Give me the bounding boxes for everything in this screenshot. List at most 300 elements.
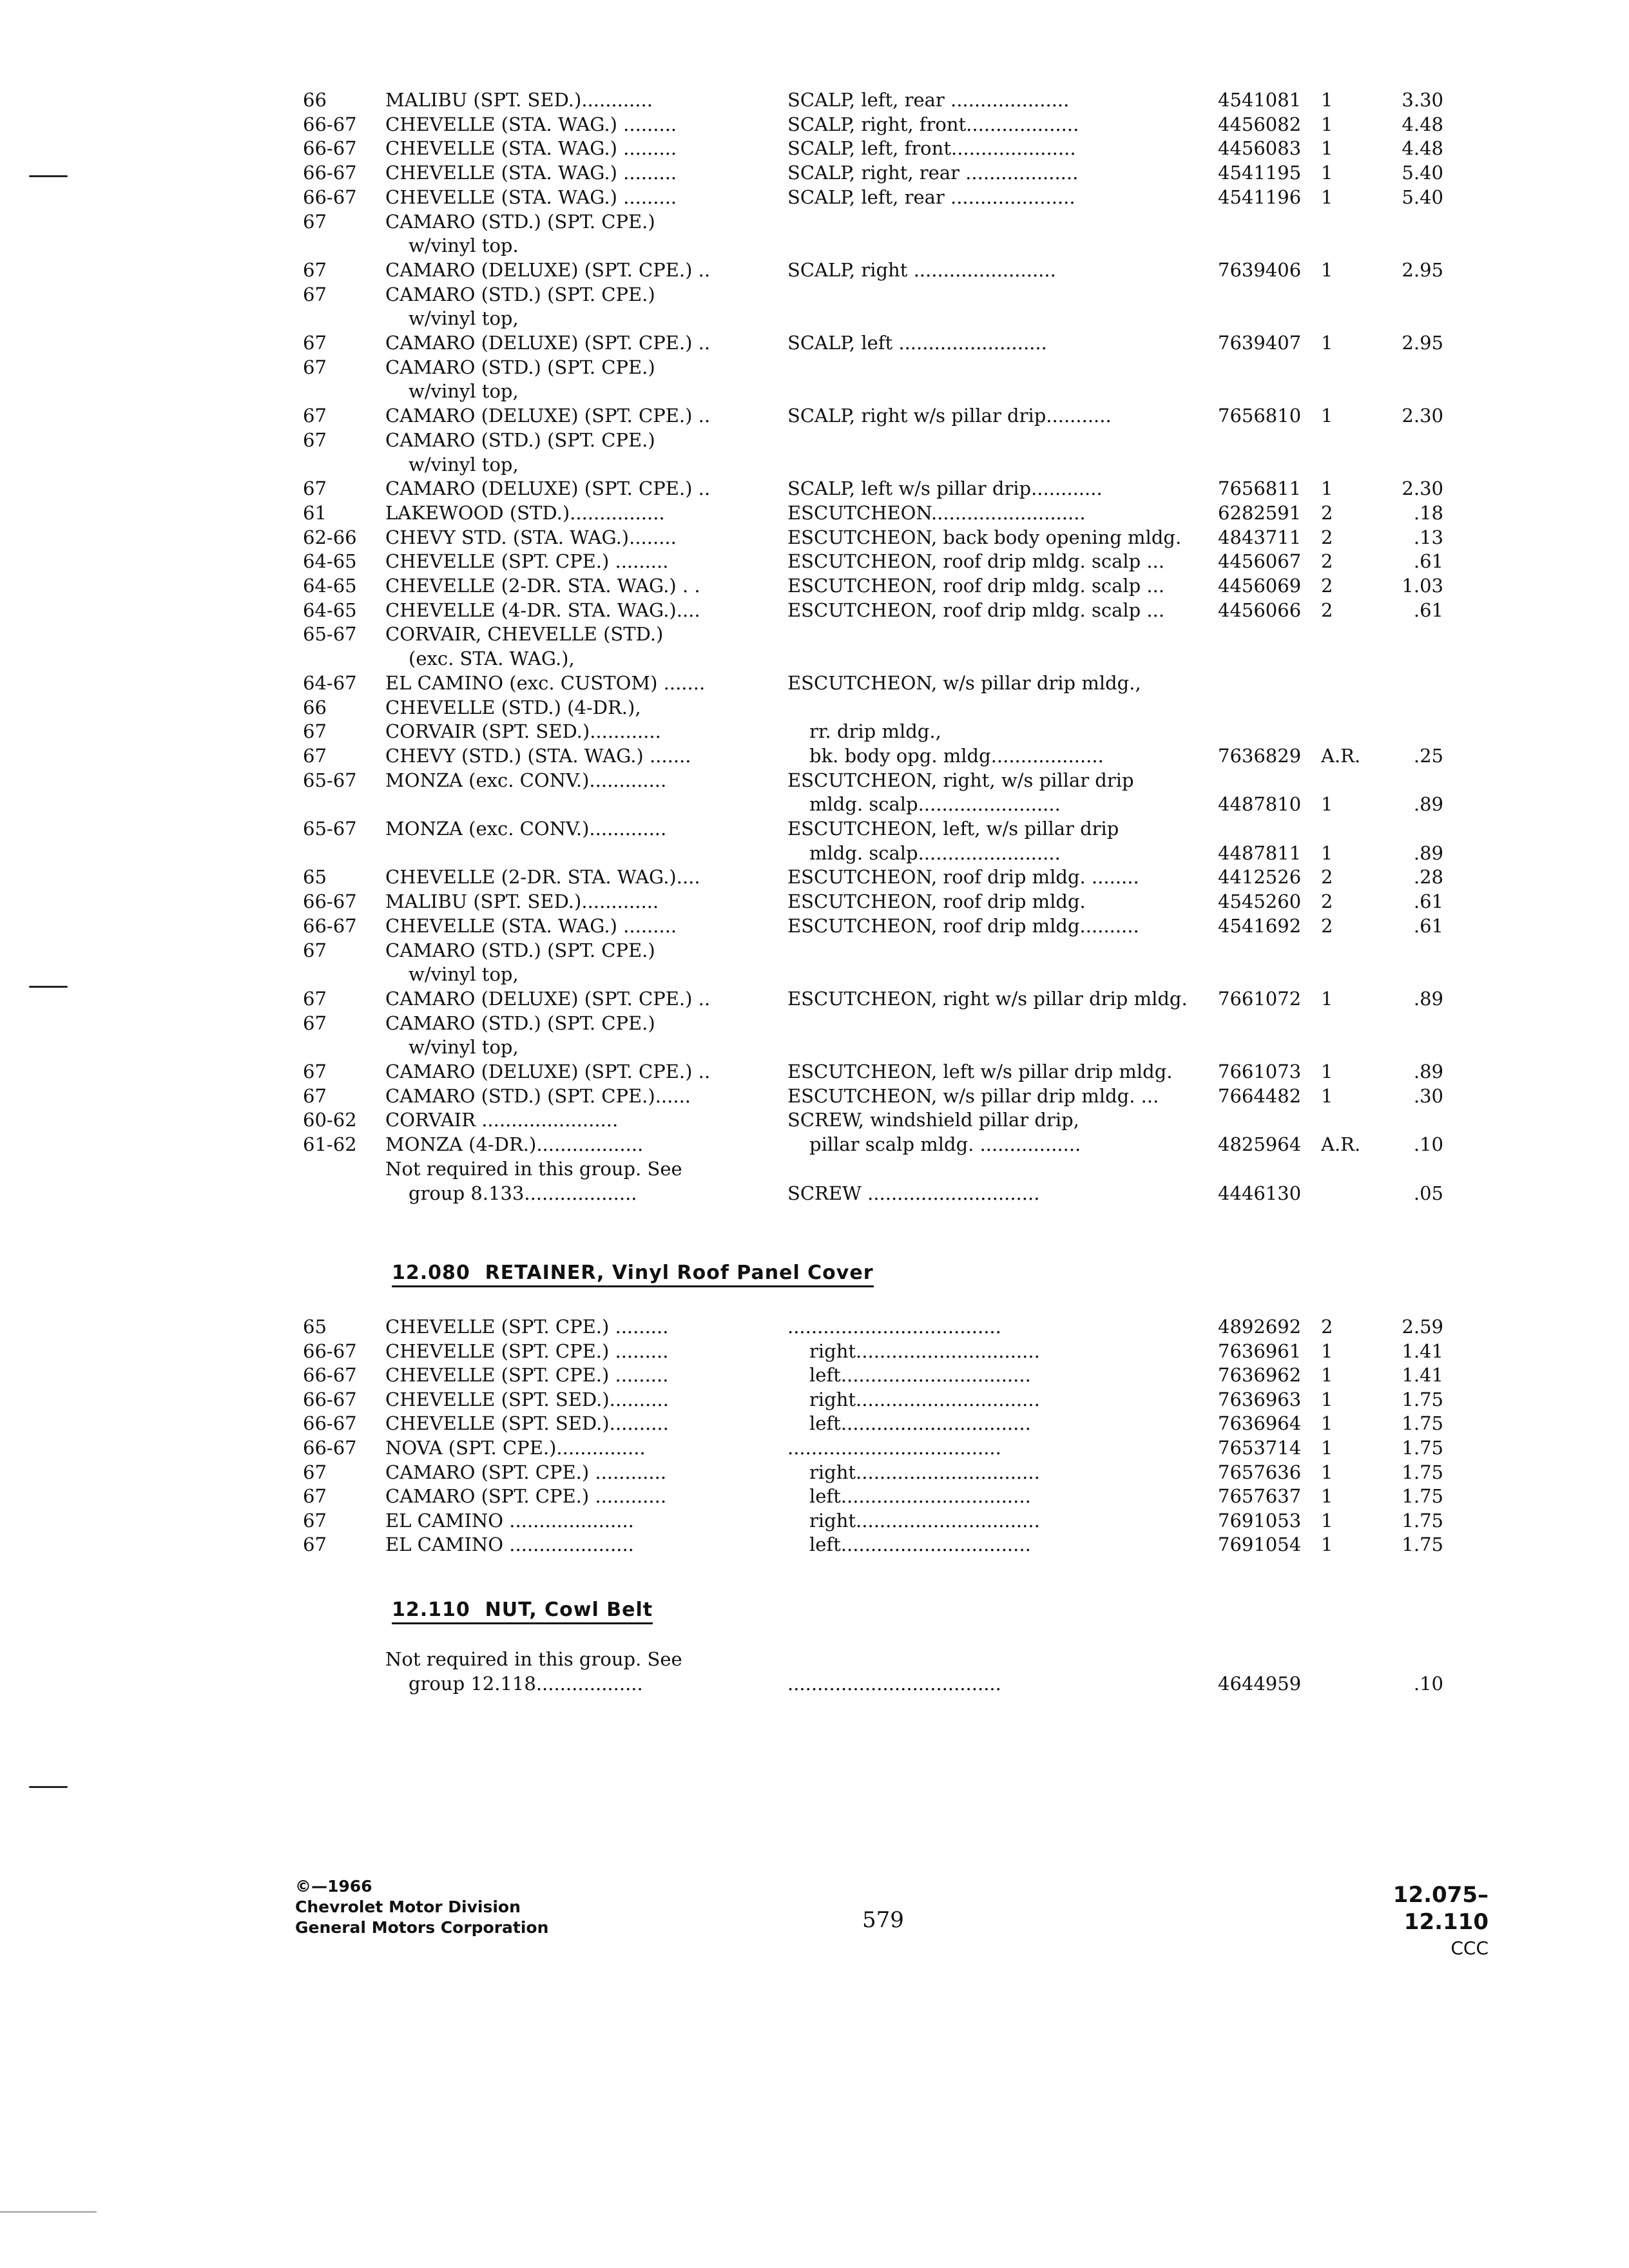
quantity: 1 [1321,1388,1333,1410]
price: 2.95 [1402,258,1443,281]
table-row [0,1436,1629,1461]
section-number: 12.080 [392,1262,470,1284]
model-name: CAMARO (DELUXE) (SPT. CPE.) .. [385,258,711,281]
part-description: ESCUTCHEON, right, w/s pillar drip [787,769,1134,791]
model-year: 67 [303,477,327,500]
quantity: 1 [1321,113,1333,135]
table-row [0,768,1629,794]
part-number: 7639406 [1218,258,1302,281]
model-year: 64-67 [303,671,357,694]
publisher-block [295,1876,548,1938]
quantity: 2 [1321,914,1333,937]
table-row [0,379,1629,405]
model-name: CHEVELLE (SPT. CPE.) ......... [385,1364,669,1387]
model-name: CHEVELLE (SPT. SED.).......... [385,1412,669,1435]
part-description: ESCUTCHEON, roof drip mldg.......... [787,914,1139,937]
model-year: 67 [303,283,327,305]
table-row [0,622,1629,648]
quantity: 1 [1321,841,1333,864]
model-name: CHEVELLE (STA. WAG.) ......... [385,162,677,184]
model-year: 65-67 [303,623,357,646]
price: 1.75 [1402,1412,1443,1435]
part-description: left................................ [809,1485,1031,1508]
model-year: 67 [303,405,327,427]
model-year: 65 [303,1316,327,1338]
model-year: 67 [303,356,327,378]
part-number: 7636963 [1218,1388,1302,1410]
section-heading-retainer [392,1262,874,1284]
model-name: CHEVY STD. (STA. WAG.)........ [385,526,677,548]
model-year: 67 [303,210,327,233]
table-row [0,865,1629,890]
part-number: 4456069 [1218,575,1302,597]
part-description: ESCUTCHEON, roof drip mldg. [787,890,1086,913]
quantity: 2 [1321,526,1333,548]
table-row [0,1011,1629,1037]
model-name: (exc. STA. WAG.), [409,648,575,670]
table-row [0,306,1629,332]
part-number: 4456066 [1218,599,1302,621]
price: .10 [1413,1672,1443,1695]
table-row [0,695,1629,721]
model-year: 65-67 [303,818,357,840]
model-name: CHEVELLE (STA. WAG.) ......... [385,914,677,937]
model-name: CORVAIR (SPT. SED.)............ [385,720,661,743]
model-year: 67 [303,720,327,743]
table-row [0,258,1629,284]
table-row [0,1484,1629,1510]
model-year: 66 [303,89,327,111]
part-description: mldg. scalp........................ [809,841,1061,864]
price: 1.03 [1402,575,1443,597]
model-year: 67 [303,939,327,961]
part-description: SCREW, windshield pillar drip, [787,1109,1079,1131]
quantity: 1 [1321,1509,1333,1532]
part-description: ESCUTCHEON, roof drip mldg. ........ [787,866,1139,889]
model-year: 67 [303,428,327,451]
quantity: 1 [1321,405,1333,427]
model-name: CAMARO (STD.) (SPT. CPE.) [385,356,655,378]
price: 1.41 [1402,1364,1443,1387]
model-name: w/vinyl top, [409,307,519,330]
price: .61 [1413,890,1443,913]
quantity: 1 [1321,1340,1333,1362]
part-description: SCALP, right, rear ................... [787,162,1079,184]
model-name: NOVA (SPT. CPE.)............... [385,1437,646,1459]
table-row [0,233,1629,259]
table-row [0,573,1629,599]
page-number: 579 [862,1907,904,1933]
table-row [0,1059,1629,1085]
price: .13 [1413,526,1443,548]
model-year: 62-66 [303,526,357,548]
model-name: MALIBU (SPT. SED.)............ [385,89,653,111]
quantity: A.R. [1321,744,1361,767]
model-year: 65-67 [303,769,357,791]
part-description: ESCUTCHEON, back body opening mldg. [787,526,1182,548]
price: .18 [1413,501,1443,524]
table-row [0,501,1629,526]
part-number: 7653714 [1218,1437,1302,1459]
part-number: 4487810 [1218,793,1302,816]
price: .61 [1413,599,1443,621]
model-name: CHEVELLE (STA. WAG.) ......... [385,137,677,160]
model-name: EL CAMINO (exc. CUSTOM) ....... [385,671,706,694]
table-row [0,962,1629,988]
table-row [0,841,1629,867]
model-name: MALIBU (SPT. SED.)............. [385,890,659,913]
part-description: .................................... [787,1437,1001,1459]
part-number: 7656810 [1218,405,1302,427]
price: 1.75 [1402,1461,1443,1483]
part-description: ESCUTCHEON, right w/s pillar drip mldg. [787,987,1188,1010]
model-year: 67 [303,258,327,281]
model-name: MONZA (exc. CONV.)............. [385,769,667,791]
quantity: 1 [1321,1485,1333,1508]
part-description: right............................... [809,1340,1040,1362]
model-name: group 12.118.................. [409,1672,643,1695]
part-number: 4545260 [1218,890,1302,913]
table-row [0,525,1629,551]
model-name: CHEVELLE (SPT. CPE.) ......... [385,1316,669,1338]
model-year: 66-67 [303,137,357,160]
table-row [0,598,1629,624]
model-name: CAMARO (DELUXE) (SPT. CPE.) .. [385,332,711,354]
part-description: SCALP, right ........................ [787,258,1056,281]
part-number: 4487811 [1218,841,1302,864]
table-row [0,403,1629,429]
model-year: 65 [303,866,327,889]
quantity: 1 [1321,987,1333,1010]
quantity: 1 [1321,1533,1333,1556]
price: 1.75 [1402,1533,1443,1556]
quantity: 1 [1321,137,1333,160]
part-description: ESCUTCHEON, left w/s pillar drip mldg. [787,1061,1173,1082]
model-name: CAMARO (SPT. CPE.) ............ [385,1461,667,1483]
table-row [0,160,1629,186]
part-description: .................................... [787,1316,1001,1338]
table-row [0,1647,1629,1673]
table-row [0,112,1629,138]
part-description: SCALP, right w/s pillar drip........... [787,405,1112,427]
model-year: 60-62 [303,1109,357,1131]
price: 1.75 [1402,1509,1443,1532]
table-row [0,136,1629,162]
part-description: ESCUTCHEON, roof drip mldg. scalp ... [787,599,1165,621]
price: 5.40 [1402,186,1443,208]
part-description: SCALP, left ......................... [787,332,1047,354]
quantity: A.R. [1321,1133,1361,1156]
table-row [0,209,1629,235]
quantity: 2 [1321,890,1333,913]
model-year: 67 [303,1485,327,1508]
part-description: left................................ [809,1364,1031,1387]
quantity: 1 [1321,162,1333,184]
part-description: rr. drip mldg., [809,720,941,743]
model-name: CORVAIR ....................... [385,1109,619,1131]
binder-mark [29,986,68,988]
part-number: 7636962 [1218,1364,1302,1387]
model-name: w/vinyl top, [409,380,519,403]
part-description: SCALP, left, rear ..................... [787,186,1075,208]
model-name: CHEVELLE (STA. WAG.) ......... [385,186,677,208]
section-heading-nut [392,1599,653,1621]
part-description: right............................... [809,1509,1040,1532]
part-description: SCREW ............................. [787,1182,1040,1204]
model-year: 67 [303,1509,327,1532]
section-title: RETAINER, Vinyl Roof Panel Cover [485,1262,874,1284]
part-number: 7661072 [1218,987,1302,1010]
model-name: CAMARO (DELUXE) (SPT. CPE.) .. [385,405,711,427]
quantity: 2 [1321,550,1333,573]
table-row [0,1508,1629,1534]
model-year: 66-67 [303,113,357,135]
model-name: CAMARO (STD.) (SPT. CPE.) [385,1012,655,1034]
part-description: mldg. scalp........................ [809,793,1061,816]
quantity: 1 [1321,1061,1333,1082]
model-name: CAMARO (STD.) (SPT. CPE.) [385,283,655,305]
price: .10 [1413,1133,1443,1156]
part-number: 4456083 [1218,137,1302,160]
table-row [0,1387,1629,1413]
part-description: ESCUTCHEON, roof drip mldg. scalp ... [787,550,1165,573]
model-name: CORVAIR, CHEVELLE (STD.) [385,623,664,646]
model-year: 66-67 [303,1340,357,1362]
model-name: w/vinyl top. [409,235,519,257]
table-row [0,1363,1629,1389]
part-number: 4892692 [1218,1316,1302,1338]
part-description: SCALP, left, rear .................... [787,89,1070,111]
model-name: CHEVELLE (STD.) (4-DR.), [385,696,641,718]
model-name: CHEVELLE (2-DR. STA. WAG.) . . [385,575,700,597]
part-description: right............................... [809,1461,1040,1483]
part-description: .................................... [787,1672,1001,1695]
part-number: 4541692 [1218,914,1302,937]
model-name: CHEVY (STD.) (STA. WAG.) ....... [385,744,691,767]
price: .61 [1413,550,1443,573]
model-name: CAMARO (DELUXE) (SPT. CPE.) .. [385,477,711,500]
table-row [0,1411,1629,1437]
part-number: 4825964 [1218,1133,1302,1156]
model-year: 67 [303,1061,327,1082]
copyright: ©—1966 [295,1877,372,1896]
price: 1.75 [1402,1437,1443,1459]
table-row [0,185,1629,211]
part-number: 4843711 [1218,526,1302,548]
model-year: 66 [303,696,327,718]
table-row [0,1339,1629,1365]
price: 2.59 [1402,1316,1443,1338]
price: 5.40 [1402,162,1443,184]
table-row [0,1314,1629,1340]
table-row [0,646,1629,672]
model-name: CHEVELLE (2-DR. STA. WAG.).... [385,866,700,889]
table-row [0,476,1629,502]
quantity: 1 [1321,258,1333,281]
part-number: 4412526 [1218,866,1302,889]
quantity: 2 [1321,501,1333,524]
model-year: 61-62 [303,1133,357,1156]
quantity: 1 [1321,793,1333,816]
model-year: 67 [303,332,327,354]
model-name: w/vinyl top, [409,453,519,476]
model-name: w/vinyl top, [409,1036,519,1059]
table-row [0,1132,1629,1158]
model-year: 67 [303,987,327,1010]
model-name: CAMARO (SPT. CPE.) ............ [385,1485,667,1508]
model-name: w/vinyl top, [409,963,519,986]
table-row [0,1084,1629,1110]
model-year: 66-67 [303,1437,357,1459]
part-number: 6282591 [1218,501,1302,524]
part-number: 7636961 [1218,1340,1302,1362]
model-name: EL CAMINO ..................... [385,1509,634,1532]
quantity: 1 [1321,1437,1333,1459]
part-number: 4446130 [1218,1182,1302,1204]
quantity: 1 [1321,1461,1333,1483]
model-year: 66-67 [303,1388,357,1410]
table-row [0,1671,1629,1697]
model-name: Not required in this group. See [385,1157,682,1180]
model-year: 66-67 [303,186,357,208]
binder-mark [29,175,68,177]
price: .28 [1413,866,1443,889]
price: .89 [1413,793,1443,816]
model-name: CHEVELLE (STA. WAG.) ......... [385,113,677,135]
table-row [0,1035,1629,1061]
table-row [0,986,1629,1012]
scan-mark [0,2211,97,2213]
table-row [0,428,1629,454]
table-row [0,914,1629,939]
table-row [0,744,1629,769]
quantity: 1 [1321,89,1333,111]
model-year: 66-67 [303,914,357,937]
model-year: 66-67 [303,1412,357,1435]
quantity: 1 [1321,477,1333,500]
price: 1.41 [1402,1340,1443,1362]
price: .89 [1413,841,1443,864]
table-row [0,1181,1629,1207]
price: 4.48 [1402,113,1443,135]
price: 4.48 [1402,137,1443,160]
quantity: 1 [1321,1084,1333,1107]
part-number: 7691053 [1218,1509,1302,1532]
table-row [0,719,1629,745]
part-description: SCALP, left w/s pillar drip............ [787,477,1103,500]
price: .89 [1413,987,1443,1010]
part-number: 7657636 [1218,1461,1302,1483]
catalog-code: CCC [1451,1937,1489,1959]
table-row [0,452,1629,478]
part-number: 7661073 [1218,1061,1302,1082]
part-number: 7656811 [1218,477,1302,500]
part-description: ESCUTCHEON, left, w/s pillar drip [787,818,1119,840]
part-description: SCALP, right, front................... [787,113,1079,135]
price: .30 [1413,1084,1443,1107]
division-name: Chevrolet Motor Division [295,1898,521,1916]
table-row [0,1532,1629,1558]
model-name: CHEVELLE (SPT. SED.).......... [385,1388,669,1410]
quantity: 1 [1321,332,1333,354]
price: 2.95 [1402,332,1443,354]
model-name: CHEVELLE (4-DR. STA. WAG.).... [385,599,700,621]
model-name: group 8.133................... [409,1182,637,1204]
part-description: ESCUTCHEON, w/s pillar drip mldg., [787,671,1141,694]
model-year: 67 [303,1461,327,1483]
part-description: ESCUTCHEON, roof drip mldg. scalp ... [787,575,1165,597]
part-description: left................................ [809,1533,1031,1556]
part-number: 7639407 [1218,332,1302,354]
part-number: 4644959 [1218,1672,1302,1695]
table-row [0,549,1629,575]
quantity: 2 [1321,866,1333,889]
part-number: 4456067 [1218,550,1302,573]
part-number: 7636829 [1218,744,1302,767]
table-row [0,88,1629,113]
model-name: CAMARO (STD.) (SPT. CPE.) [385,939,655,961]
section-number: 12.110 [392,1599,470,1621]
part-number: 4541196 [1218,186,1302,208]
price: 2.30 [1402,405,1443,427]
table-row [0,938,1629,964]
quantity: 1 [1321,186,1333,208]
part-description: bk. body opg. mldg................... [809,744,1104,767]
model-name: CAMARO (STD.) (SPT. CPE.) [385,210,655,233]
model-name: CHEVELLE (SPT. CPE.) ......... [385,1340,669,1362]
model-name: CAMARO (STD.) (SPT. CPE.)...... [385,1084,691,1107]
table-row [0,792,1629,818]
price: 3.30 [1402,89,1443,111]
model-year: 66-67 [303,890,357,913]
part-description: ESCUTCHEON, w/s pillar drip mldg. ... [787,1084,1159,1107]
quantity: 2 [1321,575,1333,597]
table-row [0,889,1629,915]
binder-mark [29,1786,68,1788]
part-number: 7657637 [1218,1485,1302,1508]
price: 2.30 [1402,477,1443,500]
model-year: 67 [303,1084,327,1107]
model-year: 67 [303,744,327,767]
part-description: ESCUTCHEON.......................... [787,501,1086,524]
table-row [0,671,1629,697]
model-year: 67 [303,1533,327,1556]
group-range: 12.075–12.110 [1393,1882,1489,1935]
model-name: MONZA (exc. CONV.)............. [385,818,667,840]
table-row [0,355,1629,381]
quantity: 1 [1321,1412,1333,1435]
model-name: CAMARO (DELUXE) (SPT. CPE.) .. [385,1061,711,1082]
table-row [0,1157,1629,1182]
price: 1.75 [1402,1388,1443,1410]
table-row [0,1108,1629,1133]
model-name: CAMARO (STD.) (SPT. CPE.) [385,428,655,451]
corporation-name: General Motors Corporation [295,1918,549,1937]
model-year: 64-65 [303,575,357,597]
part-number: 7691054 [1218,1533,1302,1556]
table-row [0,816,1629,842]
model-year: 64-65 [303,550,357,573]
part-number: 4541081 [1218,89,1302,111]
table-row [0,331,1629,356]
part-description: SCALP, left, front..................... [787,137,1076,160]
model-name: LAKEWOOD (STD.)................ [385,501,665,524]
quantity: 2 [1321,599,1333,621]
part-number: 4456082 [1218,113,1302,135]
model-name: MONZA (4-DR.).................. [385,1133,644,1156]
part-number: 7636964 [1218,1412,1302,1435]
table-row [0,1460,1629,1486]
